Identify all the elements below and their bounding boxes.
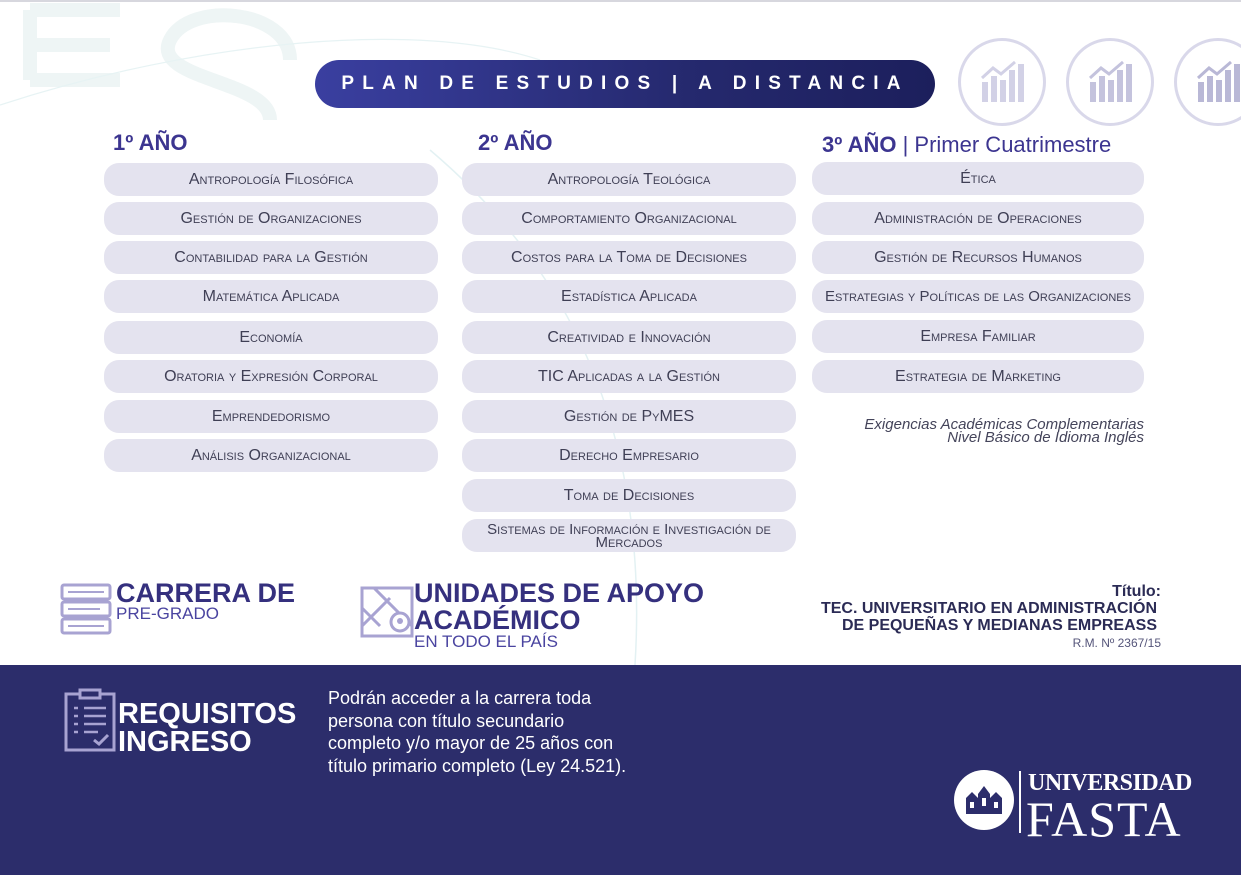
degree-line2: DE PEQUEÑAS Y MEDIANAS EMPREASS xyxy=(841,617,1157,634)
subject-item: Estrategias y Políticas de las Organizaciones xyxy=(812,280,1144,313)
subject-item: Economía xyxy=(104,321,438,354)
subject-item: TIC Aplicadas a la Gestión xyxy=(462,360,796,393)
subject-item: Empresa Familiar xyxy=(812,320,1144,353)
requirements-title xyxy=(118,700,296,756)
year3-heading-label: 3º AÑO xyxy=(822,132,897,157)
subject-item: Costos para la Toma de Decisiones xyxy=(462,241,796,274)
year2-heading: 2º AÑO xyxy=(478,130,553,155)
logo-divider xyxy=(1019,771,1021,833)
subject-item: Estrategia de Marketing xyxy=(812,360,1144,393)
career-subtitle: PRE-GRADO xyxy=(116,604,219,623)
growth-chart-icon xyxy=(958,38,1046,126)
subject-item: Ética xyxy=(812,162,1144,195)
career-title: CARRERA DE xyxy=(116,578,296,608)
requirements-title-line1: REQUISITOS xyxy=(118,698,297,730)
year3-subheading: | Primer Cuatrimestre xyxy=(902,132,1112,157)
support-subtitle: EN TODO EL PAÍS xyxy=(414,632,558,651)
year3-heading xyxy=(822,132,1111,158)
subject-item: Creatividad e Innovación xyxy=(462,321,796,354)
complementary-requirements xyxy=(812,418,1144,444)
requirements-title-line2: INGRESO xyxy=(118,726,252,758)
degree-resolution: R.M. Nº 2367/15 xyxy=(1072,636,1161,650)
extras-line: Nivel Básico de Idioma Inglés xyxy=(947,429,1144,446)
subject-item: Administración de Operaciones xyxy=(812,202,1144,235)
extras-line: Exigencias Académicas Complementarias xyxy=(864,416,1144,433)
university-emblem-icon xyxy=(952,768,1016,832)
year1-heading: 1º AÑO xyxy=(113,130,188,155)
subject-item: Contabilidad para la Gestión xyxy=(104,241,438,274)
subject-item: Gestión de Organizaciones xyxy=(104,202,438,235)
subject-item: Antropología Filosófica xyxy=(104,163,438,196)
subject-item: Toma de Decisiones xyxy=(462,479,796,512)
subject-item: Sistemas de Información e Investigación de Mercados xyxy=(462,519,796,552)
subject-item: Gestión de PyMES xyxy=(462,400,796,433)
support-title-line1: UNIDADES DE APOYO xyxy=(414,578,705,608)
subject-item: Oratoria y Expresión Corporal xyxy=(104,360,438,393)
plan-title-banner xyxy=(315,60,935,108)
subject-item: Matemática Aplicada xyxy=(104,280,438,313)
growth-chart-icon xyxy=(1066,38,1154,126)
logo-university-text: UNIVERSIDAD xyxy=(1028,770,1192,796)
clipboard-checklist-icon xyxy=(64,688,116,752)
logo-fasta-text: FASTA xyxy=(1026,791,1182,847)
growth-chart-icon xyxy=(1174,38,1241,126)
subject-item: Estadística Aplicada xyxy=(462,280,796,313)
map-location-icon xyxy=(360,586,414,638)
plan-title: PLAN DE ESTUDIOS | A DISTANCIA xyxy=(341,73,909,94)
subject-item: Emprendedorismo xyxy=(104,400,438,433)
subject-item: Gestión de Recursos Humanos xyxy=(812,241,1144,274)
subject-item: Derecho Empresario xyxy=(462,439,796,472)
support-title-line2: ACADÉMICO xyxy=(414,605,581,635)
top-rule xyxy=(0,0,1241,2)
subject-item: Antropología Teológica xyxy=(462,163,796,196)
degree-line1: TEC. UNIVERSITARIO EN ADMINISTRACIÓN xyxy=(820,600,1157,617)
books-icon xyxy=(60,583,112,635)
requirements-text: Podrán acceder a la carrera toda persona con título secundario completo y/o mayor de 25 años con título primario completo (Ley 24.521). xyxy=(328,688,627,776)
degree-label: Título: xyxy=(1112,583,1161,600)
subject-item: Análisis Organizacional xyxy=(104,439,438,472)
subject-item: Comportamiento Organizacional xyxy=(462,202,796,235)
